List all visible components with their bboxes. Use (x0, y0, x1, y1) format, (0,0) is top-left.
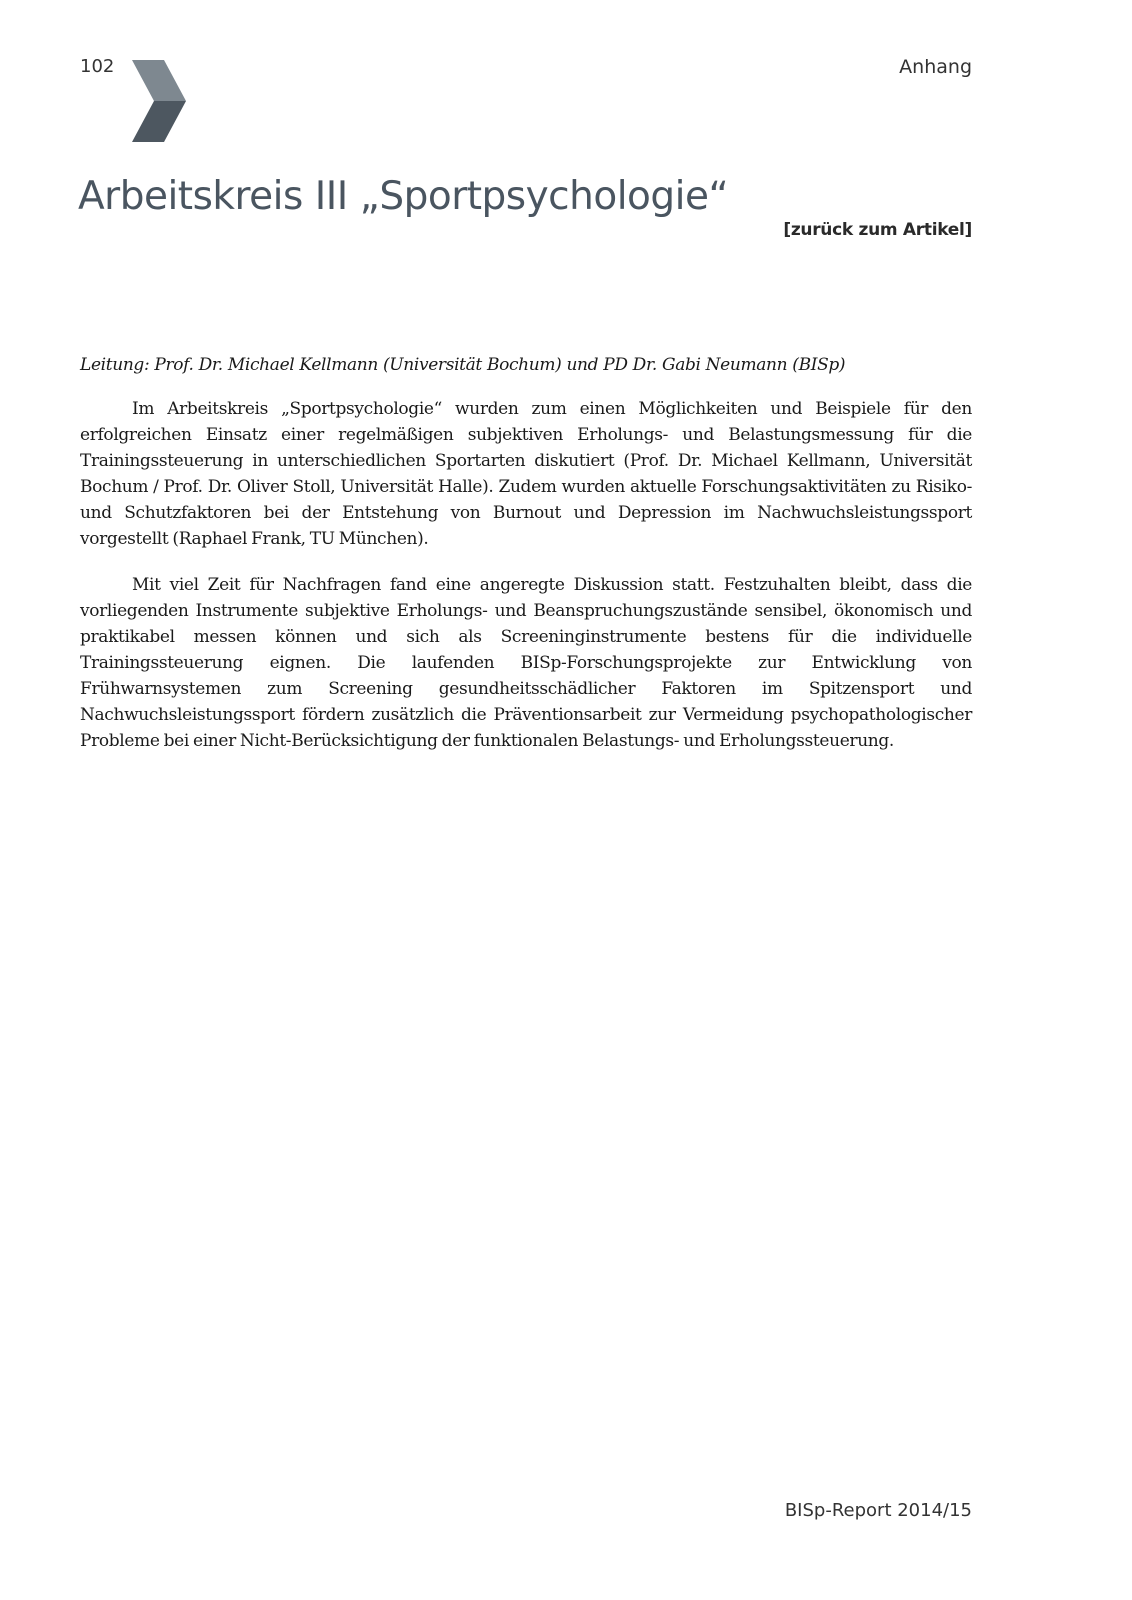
paragraph-1: Im Arbeitskreis „Sportpsychologie“ wurden zum einen Möglichkeiten und Beispiele für den erfolgreichen Einsatz einer regelmäßigen subjektiven Erholungs- und Belastungsmessung für die Trainingssteuerung in unterschiedlichen Sportarten diskutiert (Prof. Dr. Michael Kellmann, Universität Bochum / Prof. Dr. Oliver Stoll, Universität Halle). Zudem wurden aktuelle Forschungsaktivitäten zu Risiko- und Schutzfaktoren bei der Entstehung von Burnout und Depression im Nachwuchsleistungssport vorgestellt (Raphael Frank, TU München). (80, 399, 972, 549)
paragraph-2: Mit viel Zeit für Nachfragen fand eine angeregte Diskussion statt. Festzuhalten bleibt, dass die vorliegenden Instrumente subjektive Erholungs- und Beanspruchungszustände sensibel, ökonomisch und praktikabel messen können und sich als Screeninginstrumente bestens für die individuelle Trainingssteuerung eignen. Die laufenden BISp-Forschungsprojekte zur Entwicklung von Frühwarnsystemen zum Screening gesundheitsschädlicher Faktoren im Spitzensport und Nachwuchsleistungssport fördern zusätzlich die Präventionsarbeit zur Vermeidung psychopathologischer Probleme bei einer Nicht-Berücksichtigung der funktionalen Belastungs- und Erholungssteuerung. (80, 575, 972, 751)
article-body (80, 352, 972, 774)
leadership-line: Leitung: Prof. Dr. Michael Kellmann (Universität Bochum) und PD Dr. Gabi Neumann (BISp) (80, 355, 846, 375)
report-footer: BISp-Report 2014/15 (784, 1500, 972, 1521)
chevron-right-icon (132, 60, 190, 142)
chevron-bottom-half (132, 101, 186, 142)
back-to-article-link[interactable]: [zurück zum Artikel] (783, 220, 972, 240)
page-number: 102 (80, 56, 115, 77)
page-title: Arbeitskreis III „Sportpsychologie“ (78, 174, 729, 219)
chevron-top-half (132, 60, 186, 101)
section-label: Anhang (899, 56, 972, 78)
